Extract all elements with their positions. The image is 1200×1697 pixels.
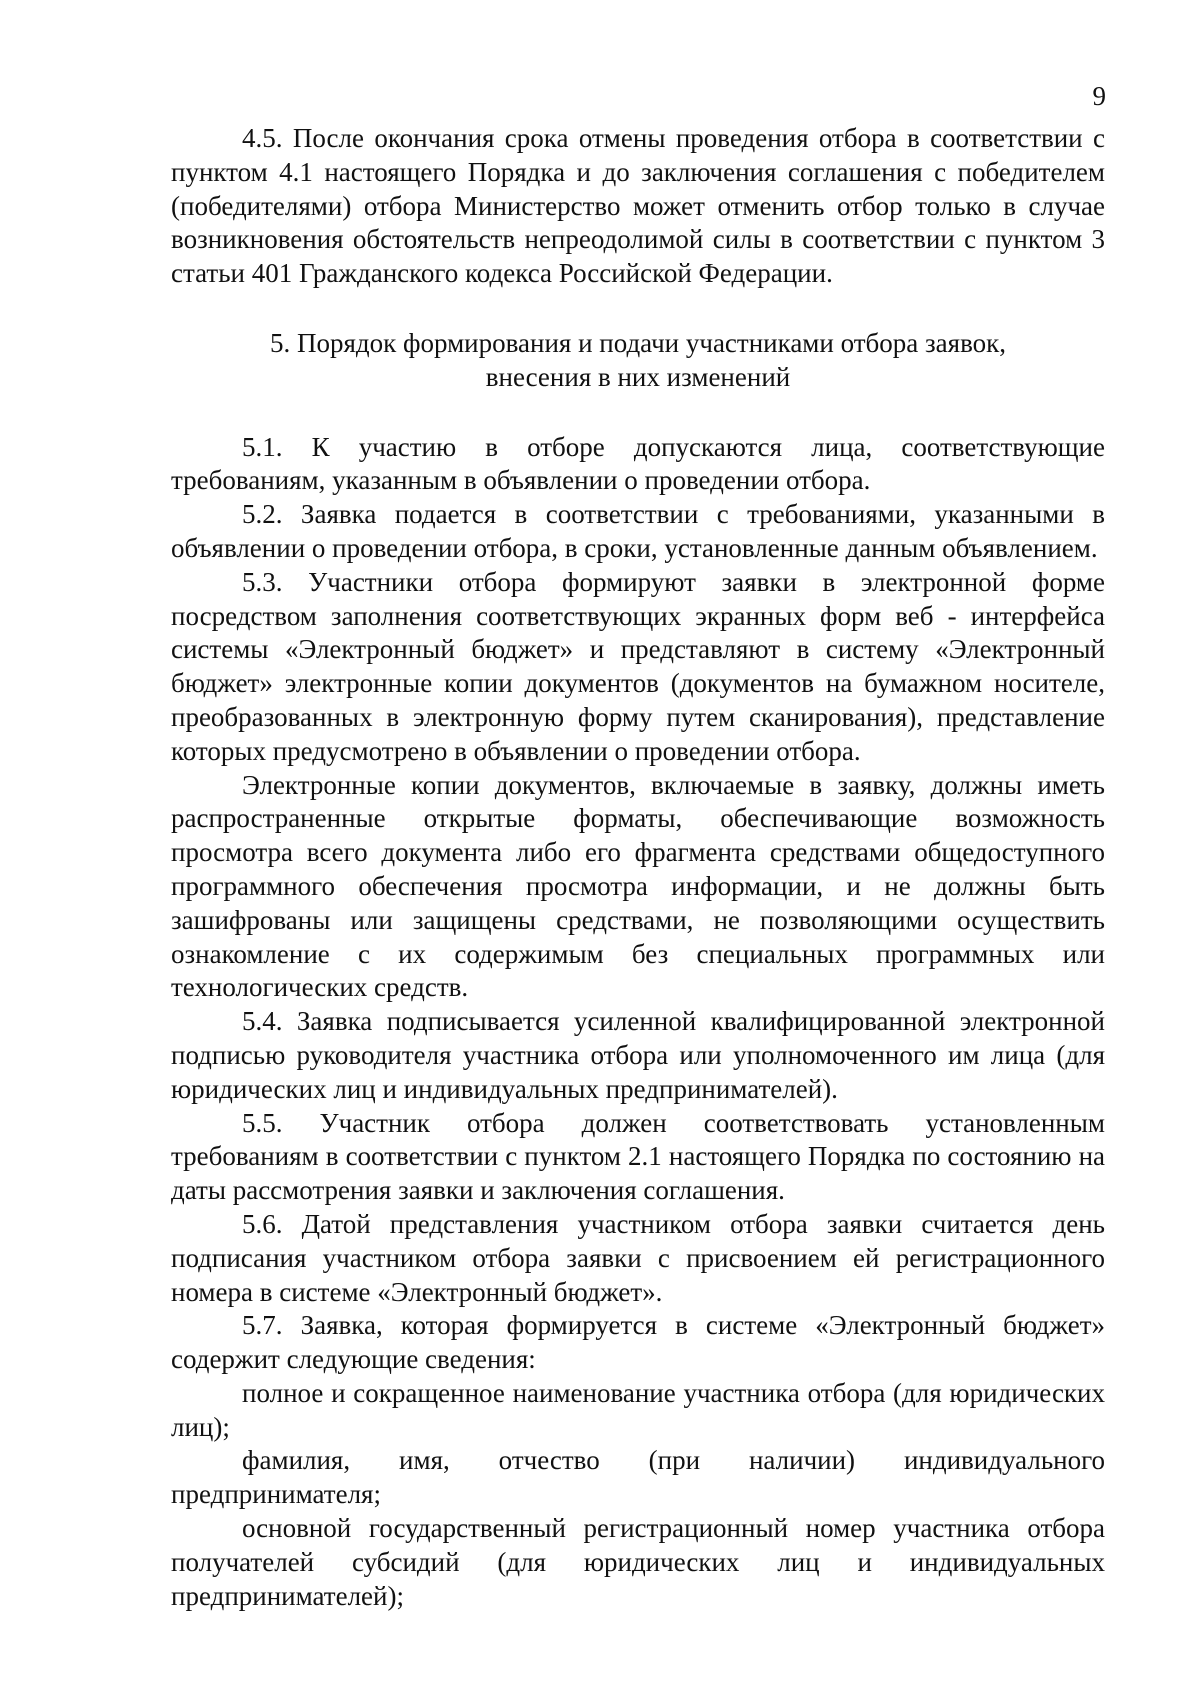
paragraph-5-2: 5.2. Заявка подается в соответствии с требованиями, указанными в объявлении о проведении отбора, в сроки, установленные данным объявлением. — [171, 499, 1105, 563]
paragraph-5-7: 5.7. Заявка, которая формируется в системе «Электронный бюджет» содержит следующие сведения: — [171, 1310, 1105, 1375]
list-item-full-name: полное и сокращенное наименование участника отбора (для юридических лиц); — [171, 1377, 1105, 1442]
page-number: 9 — [1092, 81, 1106, 111]
paragraph-5-3: 5.3. Участники отбора формируют заявки в электронной форме посредством заполнения соответствующих экранных форм веб - интерфейса системы «Электронный бюджет» и представляют в систему «Электронный бюджет» электронные копии документов (документов на бумажном носителе, преобразованных в электронную форму путем сканирования), представление которых предусмотрено в объявлении о проведении отбора. — [171, 566, 1105, 766]
paragraph-5-5: 5.5. Участник отбора должен соответствовать установленным требованиям в соответствии с пунктом 2.1 настоящего Порядка по состоянию на даты рассмотрения заявки и заключения соглашения. — [171, 1107, 1105, 1206]
list-item-registration-number: основной государственный регистрационный номер участника отбора получателей субсидий (для юридических лиц и индивидуальных предпринимателей); — [171, 1513, 1105, 1611]
document-body — [171, 122, 1105, 1613]
list-item-entrepreneur-name: фамилия, имя, отчество (при наличии) индивидуального предпринимателя; — [171, 1445, 1105, 1510]
section-heading-line-2: внесения в них изменений — [485, 361, 791, 392]
paragraph-4-5: 4.5. После окончания срока отмены проведения отбора в соответствии с пунктом 4.1 настоящего Порядка и до заключения соглашения с победителем (победителями) отбора Министерство может отменить отбор только в случае возникновения обстоятельств непреодолимой силы в соответствии с пунктом 3 статьи 401 Гражданского кодекса Российской Федерации. — [171, 123, 1105, 289]
section-heading-line-1: 5. Порядок формирования и подачи участниками отбора заявок, — [269, 327, 1006, 358]
paragraph-electronic-copies: Электронные копии документов, включаемые в заявку, должны иметь распространенные открытые форматы, обеспечивающие возможность просмотра всего документа либо его фрагмента средствами общедоступного программного обеспечения просмотра информации, и не должны быть зашифрованы или защищены средствами, не позволяющими осуществить ознакомление с их содержимым без специальных программных или технологических средств. — [171, 769, 1105, 1003]
paragraph-5-1: 5.1. К участию в отборе допускаются лица, соответствующие требованиям, указанным в объявлении о проведении отбора. — [171, 431, 1105, 496]
paragraph-5-4: 5.4. Заявка подписывается усиленной квалифицированной электронной подписью руководителя участника отбора или уполномоченного им лица (для юридических лиц и индивидуальных предпринимателей). — [171, 1006, 1105, 1104]
section-heading — [171, 327, 1105, 395]
paragraph-5-6: 5.6. Датой представления участником отбора заявки считается день подписания участником отбора заявки с присвоением ей регистрационного номера в системе «Электронный бюджет». — [171, 1208, 1105, 1307]
